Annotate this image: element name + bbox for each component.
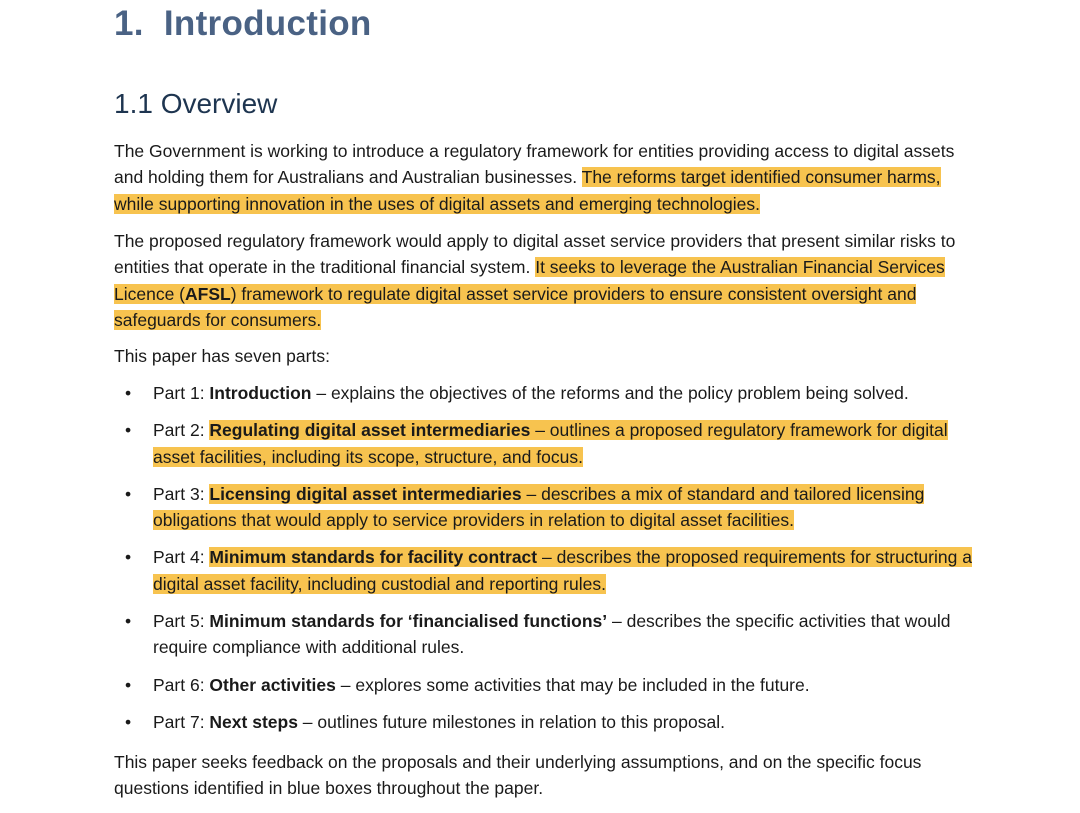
part-description: – describes the specific activities that would require compliance with additional rules. — [153, 611, 951, 658]
bullet-icon: • — [125, 674, 132, 695]
parts-list — [114, 380, 984, 746]
part-description: – outlines a proposed regulatory framework for digital asset facilities, including its scope, structure, and focus. — [153, 420, 948, 467]
part-prefix: Part 7: — [153, 711, 210, 732]
parts-list-item — [114, 380, 984, 406]
parts-list-item — [114, 672, 984, 698]
bullet-icon: • — [125, 547, 132, 568]
part-content — [153, 484, 924, 530]
bullet-icon: • — [125, 711, 132, 732]
part-description: – explores some activities that may be included in the future. — [335, 674, 810, 695]
part-content — [209, 675, 809, 695]
paragraph-2-highlight-b: ) framework to regulate digital asset service providers to ensure consistent oversight and safeguards for consumers. — [114, 283, 917, 330]
bullet-icon: • — [125, 383, 132, 403]
parts-list-item — [114, 481, 984, 534]
afsl-abbrev: AFSL — [185, 283, 231, 304]
part-title: Licensing digital asset intermediaries — [209, 483, 522, 504]
part-description: – describes the proposed requirements for structuring a digital asset facility, including custodial and reporting rules. — [153, 547, 972, 594]
part-title: Introduction — [209, 383, 312, 403]
part-title: Regulating digital asset intermediaries — [209, 420, 531, 441]
paragraph-1 — [114, 138, 974, 217]
part-title: Minimum standards for ‘financialised functions’ — [209, 611, 608, 632]
chapter-number: 1. — [114, 4, 144, 43]
parts-list-item — [114, 417, 984, 470]
part-prefix: Part 5: — [153, 611, 210, 632]
part-prefix: Part 3: — [153, 483, 210, 504]
part-prefix: Part 2: — [153, 420, 210, 441]
paragraph-1-highlight: The reforms target identified consumer harms, while supporting innovation in the uses of digital assets and emerging technologies. — [114, 167, 941, 214]
part-content — [209, 712, 725, 732]
parts-list-item — [114, 544, 984, 597]
part-description: – explains the objectives of the reforms and the policy problem being solved. — [311, 383, 909, 403]
part-content — [153, 420, 948, 466]
paragraph-1-text: The Government is working to introduce a regulatory framework for entities providing access to digital assets and holding them for Australians and Australian businesses. — [114, 141, 955, 188]
parts-list-item — [114, 709, 984, 735]
part-title: Next steps — [209, 711, 298, 732]
part-prefix: Part 4: — [153, 547, 210, 568]
bullet-icon: • — [125, 483, 132, 504]
chapter-title: Introduction — [163, 4, 372, 43]
bullet-icon: • — [125, 420, 132, 441]
paragraph-2-highlight-a: It seeks to leverage the Australian Financial Services Licence ( — [114, 257, 945, 304]
chapter-heading — [114, 4, 372, 44]
part-content — [153, 611, 951, 657]
paragraph-4: This paper seeks feedback on the proposals and their underlying assumptions, and on the specific focus questions identified in blue boxes throughout the paper. — [114, 752, 922, 799]
paragraph-2 — [114, 228, 974, 333]
part-description: – describes a mix of standard and tailored licensing obligations that would apply to service providers in relation to digital asset facilities. — [153, 483, 925, 531]
part-content — [209, 383, 908, 403]
parts-list-item — [114, 608, 984, 661]
bullet-icon: • — [125, 611, 132, 632]
paragraph-2-text: The proposed regulatory framework would apply to digital asset service providers that present similar risks to entities that operate in the traditional financial system. — [114, 231, 956, 278]
part-prefix: Part 1: — [153, 383, 210, 403]
section-heading: 1.1 Overview — [114, 88, 278, 119]
part-prefix: Part 6: — [153, 674, 210, 695]
part-title: Minimum standards for facility contract — [209, 547, 538, 568]
part-title: Other activities — [209, 674, 336, 695]
part-description: – outlines future milestones in relation to this proposal. — [297, 711, 725, 732]
paragraph-3: This paper has seven parts: — [114, 346, 330, 366]
part-content — [153, 547, 972, 593]
